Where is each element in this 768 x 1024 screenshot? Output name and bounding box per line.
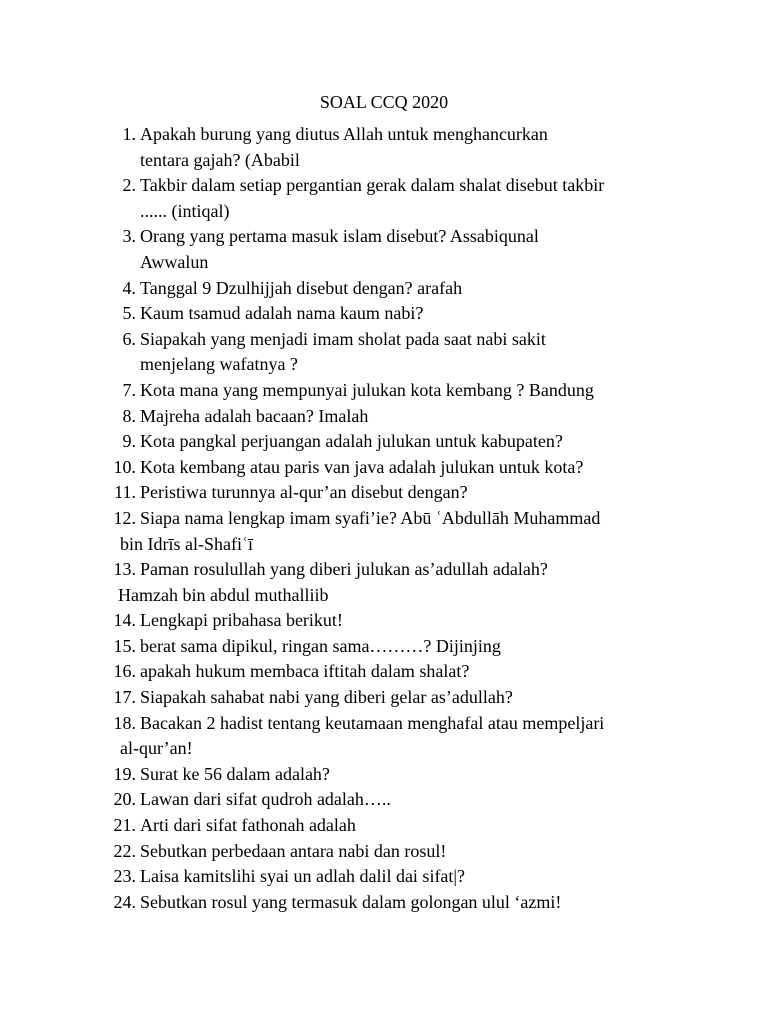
question-text: Kota mana yang mempunyai julukan kota kembang ? Bandung xyxy=(140,379,594,400)
question-item xyxy=(0,122,768,173)
question-number: 22. xyxy=(113,840,136,861)
question-number: 4. xyxy=(122,277,136,298)
question-item xyxy=(0,506,768,557)
question-text: Takbir dalam setiap pergantian gerak dalam shalat disebut takbir xyxy=(140,175,605,196)
question-item xyxy=(0,839,768,865)
question-item xyxy=(0,864,768,890)
question-item xyxy=(0,813,768,839)
question-number: 13. xyxy=(113,559,136,580)
question-item xyxy=(0,557,768,608)
question-item xyxy=(0,327,768,378)
question-number: 1. xyxy=(122,124,136,144)
question-number: 8. xyxy=(122,405,136,426)
question-number: 11. xyxy=(114,482,136,503)
question-item xyxy=(0,378,768,404)
question-number: 17. xyxy=(113,687,136,708)
question-number: 7. xyxy=(122,379,136,400)
question-text: Apakah burung yang diutus Allah untuk menghancurkan xyxy=(140,124,548,144)
question-number: 5. xyxy=(122,303,136,324)
question-text: Siapa nama lengkap imam syafi’ie? Abū ʿAbdullāh Muhammad xyxy=(140,507,601,528)
question-number: 20. xyxy=(113,789,136,810)
question-item xyxy=(0,480,768,506)
question-number: 16. xyxy=(113,661,136,682)
question-text: Siapakah sahabat nabi yang diberi gelar as’adullah? xyxy=(140,687,513,708)
question-text: Lawan dari sifat qudroh adalah….. xyxy=(140,789,391,810)
question-text-continuation: Awwalun xyxy=(140,251,209,272)
question-number: 6. xyxy=(122,328,136,349)
question-text: Majreha adalah bacaan? Imalah xyxy=(140,405,369,426)
question-text: Peristiwa turunnya al-qur’an disebut dengan? xyxy=(140,482,468,503)
question-number: 21. xyxy=(113,815,136,836)
question-item xyxy=(0,787,768,813)
question-item xyxy=(0,276,768,302)
question-number: 19. xyxy=(113,763,136,784)
question-text: Lengkapi pribahasa berikut! xyxy=(140,610,343,631)
question-item xyxy=(0,762,768,788)
page-title: SOAL CCQ 2020 xyxy=(319,92,449,112)
question-number: 3. xyxy=(122,226,136,247)
question-text: Orang yang pertama masuk islam disebut? Assabiqunal xyxy=(140,226,539,247)
question-text: Siapakah yang menjadi imam sholat pada saat nabi sakit xyxy=(140,328,546,349)
question-number: 24. xyxy=(113,891,136,912)
question-item xyxy=(0,224,768,275)
question-text: Surat ke 56 dalam adalah? xyxy=(140,763,330,784)
question-number: 2. xyxy=(122,175,136,196)
question-item xyxy=(0,659,768,685)
question-text-continuation: Hamzah bin abdul muthalliib xyxy=(118,584,329,605)
question-number: 12. xyxy=(113,507,136,528)
question-item xyxy=(0,429,768,455)
question-item xyxy=(0,301,768,327)
question-text: Sebutkan perbedaan antara nabi dan rosul! xyxy=(140,840,447,861)
question-item xyxy=(0,685,768,711)
question-text: berat sama dipikul, ringan sama………? Dijinjing xyxy=(140,635,501,656)
question-text-continuation: bin Idrīs al-Shafiʿī xyxy=(120,533,253,554)
question-item xyxy=(0,890,768,916)
question-text-continuation: al-qur’an! xyxy=(120,738,193,759)
question-item xyxy=(0,173,768,224)
question-text: Paman rosulullah yang diberi julukan as’adullah adalah? xyxy=(140,559,548,580)
question-number: 9. xyxy=(122,431,136,452)
question-number: 23. xyxy=(113,866,136,887)
question-text: Kota kembang atau paris van java adalah julukan untuk kota? xyxy=(140,456,584,477)
question-text: apakah hukum membaca iftitah dalam shalat? xyxy=(140,661,470,682)
question-item xyxy=(0,455,768,481)
question-text-continuation: ...... (intiqal) xyxy=(140,200,230,221)
question-text: Kaum tsamud adalah nama kaum nabi? xyxy=(140,303,424,324)
question-number: 14. xyxy=(113,610,136,631)
question-item xyxy=(0,608,768,634)
question-number: 18. xyxy=(113,712,136,733)
question-text: Kota pangkal perjuangan adalah julukan untuk kabupaten? xyxy=(140,431,563,452)
question-text: Arti dari sifat fathonah adalah xyxy=(140,815,356,836)
question-text: Bacakan 2 hadist tentang keutamaan menghafal atau mempeljari xyxy=(140,712,605,733)
question-item xyxy=(0,404,768,430)
question-text: Laisa kamitslihi syai un adlah dalil dai sifat|? xyxy=(140,866,466,887)
question-text: Sebutkan rosul yang termasuk dalam golongan ulul ‘azmi! xyxy=(140,891,562,912)
question-text: Tanggal 9 Dzulhijjah disebut dengan? arafah xyxy=(140,277,463,298)
question-number: 15. xyxy=(113,635,136,656)
question-number: 10. xyxy=(113,456,136,477)
question-text-continuation: tentara gajah? (Ababil xyxy=(140,149,300,170)
question-item xyxy=(0,634,768,660)
question-item xyxy=(0,711,768,762)
question-text-continuation: menjelang wafatnya ? xyxy=(140,354,298,375)
question-list xyxy=(0,122,768,915)
